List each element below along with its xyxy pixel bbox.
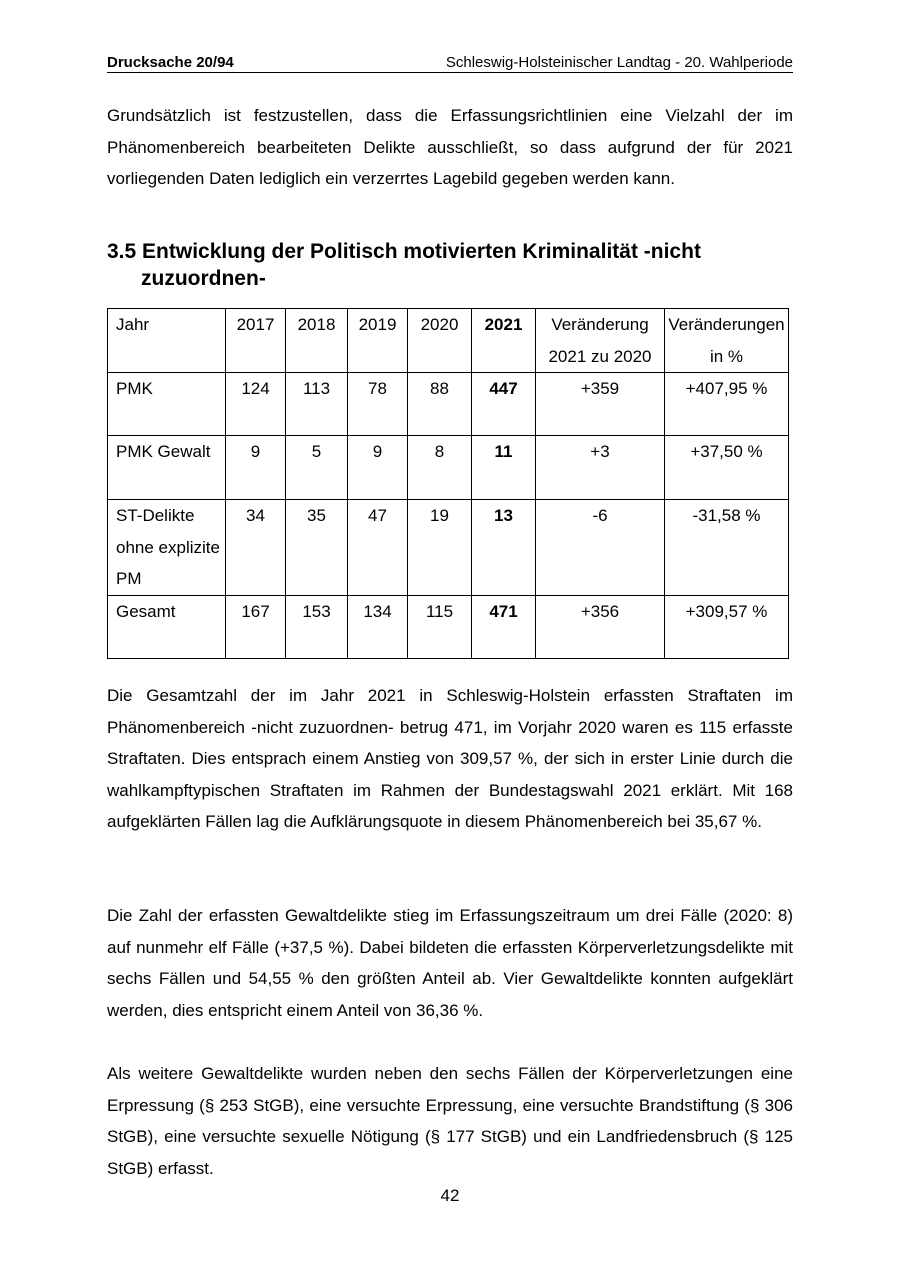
table-row bbox=[108, 373, 789, 436]
table-row bbox=[108, 436, 789, 500]
row-label: PMK Gewalt bbox=[108, 436, 226, 500]
table-cell: 78 bbox=[348, 373, 408, 436]
table-cell: 35 bbox=[286, 500, 348, 596]
table-cell: 471 bbox=[472, 595, 536, 658]
table-cell: 115 bbox=[408, 595, 472, 658]
table-cell: +359 bbox=[536, 373, 665, 436]
table-cell: +37,50 % bbox=[665, 436, 789, 500]
table-cell: 9 bbox=[348, 436, 408, 500]
table-cell: 19 bbox=[408, 500, 472, 596]
table-cell: +356 bbox=[536, 595, 665, 658]
header-cell: Jahr bbox=[108, 309, 226, 373]
table-cell: +3 bbox=[536, 436, 665, 500]
table-cell: 11 bbox=[472, 436, 536, 500]
header-cell: 2019 bbox=[348, 309, 408, 373]
table-cell: +407,95 % bbox=[665, 373, 789, 436]
header-document-number: Drucksache 20/94 bbox=[107, 54, 234, 71]
page-header bbox=[107, 54, 793, 73]
header-cell: Veränderungen in % bbox=[665, 309, 789, 373]
header-cell: 2017 bbox=[226, 309, 286, 373]
table-cell: +309,57 % bbox=[665, 595, 789, 658]
table-row bbox=[108, 500, 789, 596]
table-cell: 8 bbox=[408, 436, 472, 500]
header-parliament: Schleswig-Holsteinischer Landtag - 20. Wahlperiode bbox=[445, 54, 793, 71]
table-cell: 167 bbox=[226, 595, 286, 658]
table-cell: 113 bbox=[286, 373, 348, 436]
header-cell: 2018 bbox=[286, 309, 348, 373]
section-title: 3.5 Entwicklung der Politisch motivierten Kriminalität -nicht zuzuordnen- bbox=[107, 240, 701, 290]
header-cell: 2021 bbox=[472, 309, 536, 373]
table-cell: -6 bbox=[536, 500, 665, 596]
table-cell: 5 bbox=[286, 436, 348, 500]
table-cell: -31,58 % bbox=[665, 500, 789, 596]
table-cell: 47 bbox=[348, 500, 408, 596]
table-cell: 134 bbox=[348, 595, 408, 658]
table-header-row bbox=[108, 309, 789, 373]
row-label: Gesamt bbox=[108, 595, 226, 658]
row-label: ST-Delikte ohne explizite PM bbox=[108, 500, 226, 596]
body-paragraph-3: Als weitere Gewaltdelikte wurden neben den sechs Fällen der Körperverletzungen eine Erpressung (§ 253 StGB), eine versuchte Erpressung, eine versuchte Brandstiftung (§ 306 StGB), eine versuchte sexuelle Nötigung (§ 177 StGB) und ein Landfriedensbruch (§ 125 StGB) erfasst. bbox=[107, 1064, 793, 1178]
row-label: PMK bbox=[108, 373, 226, 436]
header-cell: Veränderung 2021 zu 2020 bbox=[536, 309, 665, 373]
table-row bbox=[108, 595, 789, 658]
table-cell: 153 bbox=[286, 595, 348, 658]
table-cell: 88 bbox=[408, 373, 472, 436]
header-cell: 2020 bbox=[408, 309, 472, 373]
table-cell: 13 bbox=[472, 500, 536, 596]
table-cell: 447 bbox=[472, 373, 536, 436]
body-paragraph-2: Die Zahl der erfassten Gewaltdelikte stieg im Erfassungszeitraum um drei Fälle (2020: 8) auf nunmehr elf Fälle (+37,5 %). Dabei bildeten die erfassten Körperverletzungsdelikte mit sechs Fällen und 54,55 % den größten Anteil ab. Vier Gewaltdelikte konnten aufgeklärt werden, dies entspricht einem Anteil von 36,36 %. bbox=[107, 906, 793, 1020]
intro-paragraph: Grundsätzlich ist festzustellen, dass die Erfassungsrichtlinien eine Vielzahl der im Phänomenbereich bearbeiteten Delikte ausschließt, so dass aufgrund der für 2021 vorliegenden Daten lediglich ein verzerrtes Lagebild gegeben werden kann. bbox=[107, 106, 793, 188]
table-cell: 34 bbox=[226, 500, 286, 596]
table-cell: 9 bbox=[226, 436, 286, 500]
table-cell: 124 bbox=[226, 373, 286, 436]
page-number: 42 bbox=[440, 1186, 460, 1205]
statistics-table bbox=[107, 308, 789, 659]
body-paragraph-1: Die Gesamtzahl der im Jahr 2021 in Schleswig-Holstein erfassten Straftaten im Phänomenbereich -nicht zuzuordnen- betrug 471, im Vorjahr 2020 waren es 115 erfasste Straftaten. Dies entsprach einem Anstieg von 309,57 %, der sich in erster Linie durch die wahlkampftypischen Straftaten im Rahmen der Bundestagswahl 2021 erklärt. Mit 168 aufgeklärten Fällen lag die Aufklärungsquote in diesem Phänomenbereich bei 35,67 %. bbox=[107, 686, 793, 831]
